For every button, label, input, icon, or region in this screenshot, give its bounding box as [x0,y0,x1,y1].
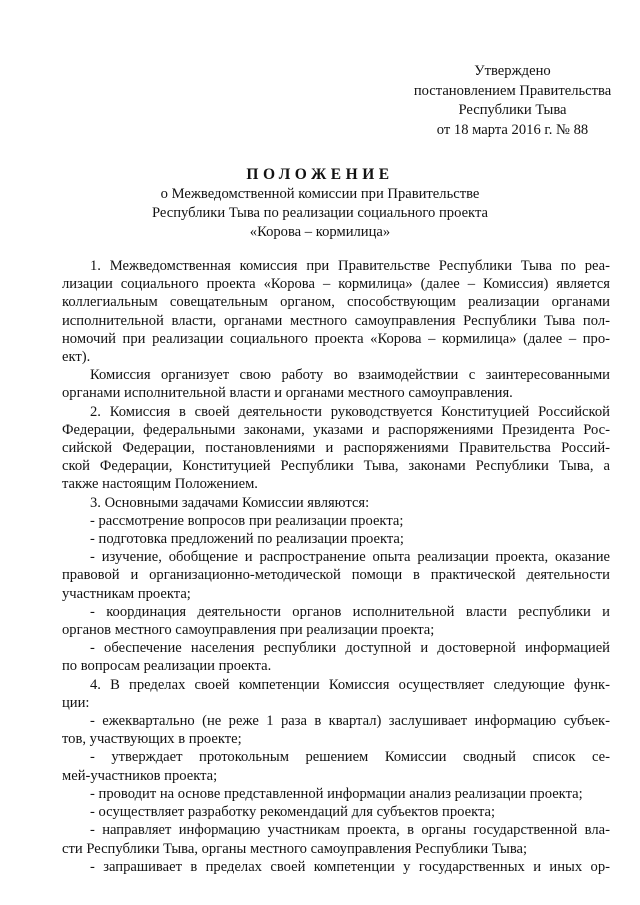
body-line: 3. Основными задачами Комиссии являются: [90,494,370,511]
body-line: участникам проекта; [62,585,191,602]
body-line: - осуществляет разработку рекомендаций для субъектов проекта; [90,804,496,821]
body-line: сти Республики Тыва, органы местного самоуправления Республики Тыва; [62,840,528,857]
approval-stamp [400,62,625,140]
body-line: - запрашивает в пределах своей компетенции у государственных и иных ор- [90,858,610,875]
body-line: исполнительной власти, органами местного самоуправления Республики Тыва пол- [62,312,610,329]
approval-line: Утверждено [474,63,551,79]
body-line: лизации социального проекта «Корова – кормилица» (далее – Комиссия) является [62,276,610,293]
body-line: сийской Федерации, постановлениями и распоряжениями Правительства Россий- [62,440,610,457]
body-line: - координация деятельности органов исполнительной власти республики и [90,603,610,620]
body-line: органов местного самоуправления при реализации проекта; [62,622,435,639]
body-line: ции: [62,694,90,711]
document-title: ПОЛОЖЕНИЕ [246,166,394,183]
body-line: ект). [62,349,91,366]
document-body [62,257,610,876]
body-line: 2. Комиссия в своей деятельности руководствуется Конституцией Российской [90,403,610,420]
document-heading [0,165,640,242]
body-line: по вопросам реализации проекта. [62,658,272,675]
body-line: мей-участников проекта; [62,767,218,784]
approval-line: постановлением Правительства [413,82,612,99]
body-line: - утверждает протокольным решением Комиссии сводный список се- [90,749,610,766]
body-line: также настоящим Положением. [62,476,258,493]
body-line: - изучение, обобщение и распространение опыта реализации проекта, оказание [90,549,610,566]
body-line: номочий при реализации социального проекта «Корова – кормилица» (далее – про- [62,330,610,347]
body-line: коллегиальным совещательным органом, способствующим реализации органами [62,294,610,311]
body-line: тов, участвующих в проекте; [62,731,242,748]
approval-line: от 18 марта 2016 г. № 88 [436,121,589,138]
body-line: ской Федерации, Конституцией Республики Тыва, законами Республики Тыва, а [62,458,610,475]
body-line: правовой и организационно-методической помощи в практической деятельности [62,567,610,584]
body-line: - проводит на основе представленной информации анализ реализации проекта; [90,785,583,802]
body-line: - обеспечение населения республики доступной и достоверной информацией [90,640,610,657]
body-line: Федерации, федеральными законами, указами и распоряжениями Президента Рос- [62,421,610,438]
body-line: - рассмотрение вопросов при реализации проекта; [90,512,404,529]
document-subtitle-line: «Корова – кормилица» [249,224,391,240]
body-line: - ежеквартально (не реже 1 раза в квартал) заслушивает информацию субъек- [90,713,610,730]
body-line: органами исполнительной власти и органами местного самоуправления. [62,385,513,402]
body-line: 1. Межведомственная комиссия при Правительстве Республики Тыва по реа- [90,258,610,274]
body-line: 4. В пределах своей компетенции Комиссия осуществляет следующие функ- [90,676,610,693]
body-line: Комиссия организует свою работу во взаимодействии с заинтересованными [90,367,610,384]
body-line: - направляет информацию участникам проекта, в органы государственной вла- [90,822,610,839]
document-subtitle-line: о Межведомственной комиссии при Правительстве [160,186,480,202]
document-subtitle-line: Республики Тыва по реализации социального проекта [151,205,488,221]
body-line: - подготовка предложений по реализации проекта; [90,531,404,548]
approval-line: Республики Тыва [458,102,567,119]
